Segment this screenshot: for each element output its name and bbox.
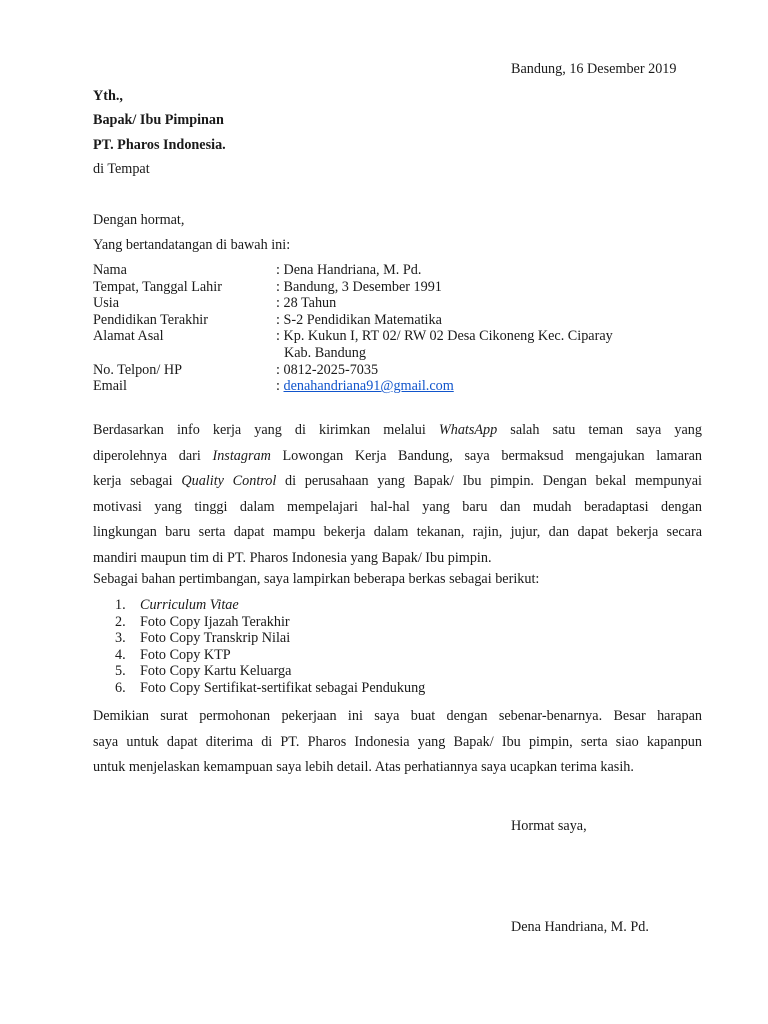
attachment-list bbox=[115, 597, 425, 697]
quality-control-text: Quality Control bbox=[181, 473, 277, 489]
salutation-yth: Yth., bbox=[93, 88, 123, 104]
identity-label: Usia bbox=[93, 295, 120, 312]
email-link[interactable]: denahandriana91@gmail.com bbox=[283, 378, 454, 395]
identity-value: : S-2 Pendidikan Matematika bbox=[276, 311, 442, 328]
list-item: 5. Foto Copy Kartu Keluarga bbox=[115, 663, 292, 680]
instagram-text: Instagram bbox=[212, 447, 271, 464]
paragraph-line: motivasi yang tinggi dalam mempelajari hal-hal yang baru dan mudah beradaptasi dengan bbox=[93, 498, 702, 515]
letter-date: Bandung, 16 Desember 2019 bbox=[511, 61, 677, 77]
list-item: 6. Foto Copy Sertifikat-sertifikat sebagai Pendukung bbox=[115, 679, 426, 696]
identity-value: Kab. Bandung bbox=[284, 344, 366, 361]
identity-row bbox=[93, 378, 693, 395]
identity-value: : 0812-2025-7035 bbox=[276, 361, 379, 378]
paragraph-line: saya untuk dapat diterima di PT. Pharos Indonesia yang Bapak/ Ibu pimpin, serta siao kapanpun bbox=[93, 733, 702, 750]
identity-value: : Kp. Kukun I, RT 02/ RW 02 Desa Cikoneng Kec. Ciparay bbox=[276, 328, 613, 345]
identity-label: Pendidikan Terakhir bbox=[93, 311, 208, 328]
paragraph-line: mandiri maupun tim di PT. Pharos Indonesia yang Bapak/ Ibu pimpin. bbox=[93, 549, 492, 566]
list-item: 1. Curriculum Vitae bbox=[115, 597, 239, 613]
identity-row bbox=[93, 362, 693, 379]
identity-label bbox=[93, 345, 276, 362]
identity-row bbox=[93, 312, 693, 329]
greeting: Dengan hormat, bbox=[93, 212, 185, 228]
identity-row bbox=[93, 262, 693, 279]
identity-row bbox=[93, 345, 693, 362]
list-item: 4. Foto Copy KTP bbox=[115, 646, 231, 663]
closing: Hormat saya, bbox=[511, 818, 587, 834]
paragraph-line: Berdasarkan info kerja yang di kirimkan melalui WhatsApp salah satu teman saya yang bbox=[93, 422, 702, 438]
identity-table bbox=[93, 262, 693, 395]
paragraph-line: untuk menjelaskan kemampuan saya lebih detail. Atas perhatiannya saya ucapkan terima kasih. bbox=[93, 759, 634, 775]
identity-value bbox=[276, 378, 454, 395]
body-paragraph-1 bbox=[93, 418, 702, 571]
paragraph-line: kerja sebagai Quality Control di perusahaan yang Bapak/ Ibu pimpin. Dengan bekal mempunyai bbox=[93, 473, 702, 489]
identity-value: : Bandung, 3 Desember 1991 bbox=[276, 278, 442, 295]
intro-line: Yang bertandatangan di bawah ini: bbox=[93, 237, 291, 253]
list-item: 2. Foto Copy Ijazah Terakhir bbox=[115, 613, 290, 630]
identity-row bbox=[93, 328, 693, 345]
identity-label: Alamat Asal bbox=[93, 328, 164, 345]
identity-value: : Dena Handriana, M. Pd. bbox=[276, 262, 422, 278]
paragraph-line: Demikian surat permohonan pekerjaan ini saya buat dengan sebenar-benarnya. Besar harapan bbox=[93, 708, 702, 724]
paragraph-line: diperolehnya dari Instagram Lowongan Kerja Bandung, saya bermaksud mengajukan lamaran bbox=[93, 447, 702, 464]
place: di Tempat bbox=[93, 161, 150, 177]
identity-label: Tempat, Tanggal Lahir bbox=[93, 278, 222, 295]
recipient: Bapak/ Ibu Pimpinan bbox=[93, 112, 224, 128]
consideration-line: Sebagai bahan pertimbangan, saya lampirkan beberapa berkas sebagai berikut: bbox=[93, 571, 540, 587]
email-prefix: : bbox=[276, 378, 284, 395]
identity-label: Email bbox=[93, 378, 127, 395]
identity-label: Nama bbox=[93, 262, 127, 278]
company-name: PT. Pharos Indonesia. bbox=[93, 137, 226, 153]
body-paragraph-2 bbox=[93, 704, 702, 781]
identity-value: : 28 Tahun bbox=[276, 295, 337, 312]
whatsapp-text: WhatsApp bbox=[438, 422, 498, 438]
identity-row bbox=[93, 279, 693, 296]
identity-row bbox=[93, 295, 693, 312]
list-item: 3. Foto Copy Transkrip Nilai bbox=[115, 630, 291, 647]
identity-label: No. Telpon/ HP bbox=[93, 361, 182, 378]
paragraph-line: lingkungan baru serta dapat mampu bekerja dalam tekanan, rajin, jujur, dan dapat bekerja secara bbox=[93, 524, 702, 540]
signer-name: Dena Handriana, M. Pd. bbox=[511, 919, 649, 935]
